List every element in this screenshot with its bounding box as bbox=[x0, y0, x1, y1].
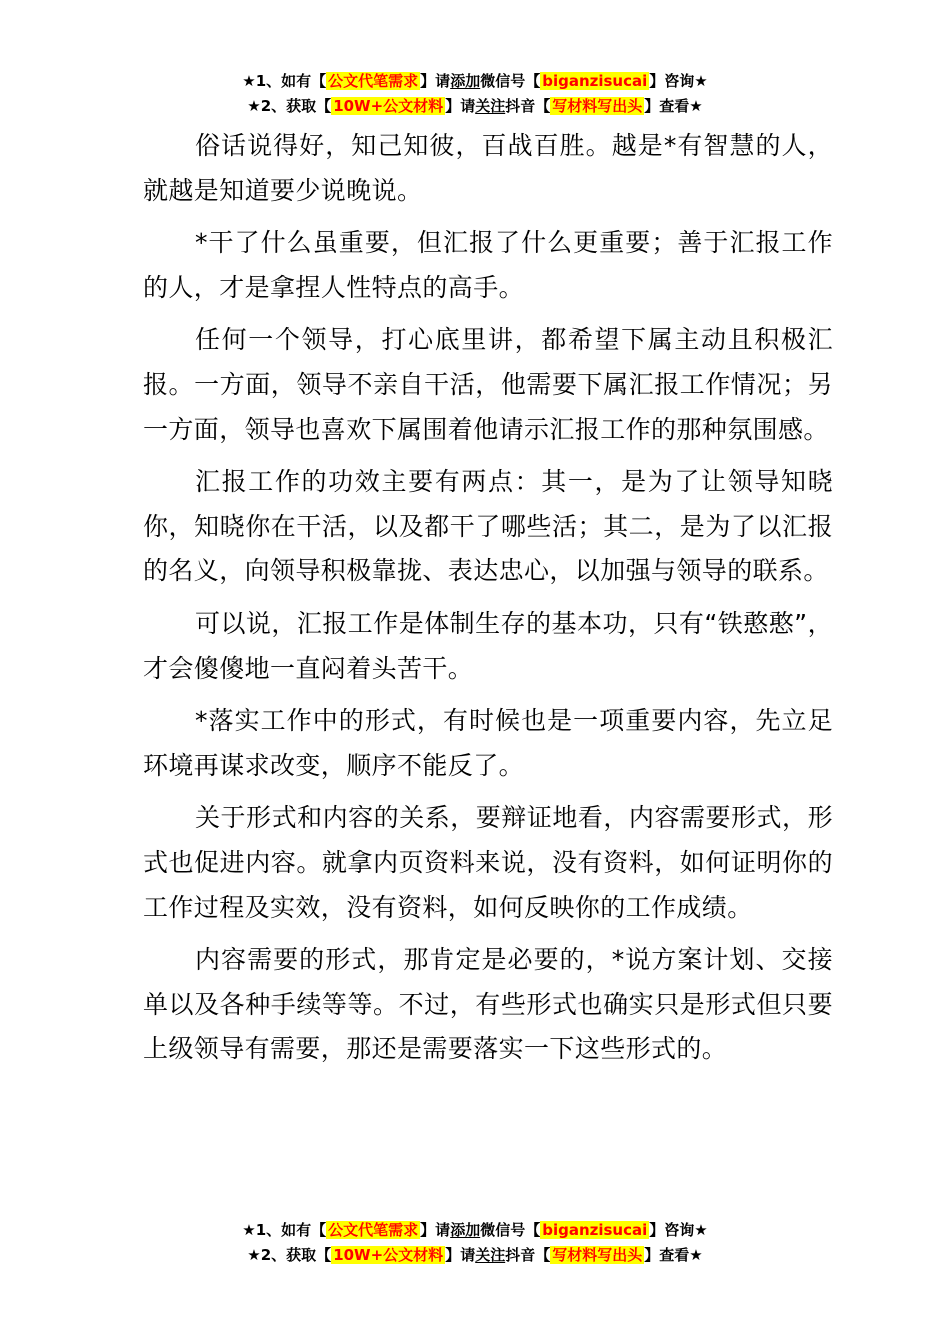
paragraph: 内容需要的形式，那肯定是必要的，*说方案计划、交接单以及各种手续等等。不过，有些形式也确实只是形式但只要上级领导有需要，那还是需要落实一下这些形式的。 bbox=[143, 945, 833, 1064]
footer-banner bbox=[0, 1218, 950, 1268]
banner-line-1: ★1、如有【 公文代笔需求 】请添加微信号【 biganzisucai 】咨询★ bbox=[242, 72, 708, 90]
article-body bbox=[143, 124, 833, 1080]
paragraph: 关于形式和内容的关系，要辩证地看，内容需要形式，形式也促进内容。就拿内页资料来说，没有资料，如何证明你的工作过程及实效，没有资料，如何反映你的工作成绩。 bbox=[143, 803, 833, 922]
banner-line-2: ★2、获取【 10W+公文材料 】请关注抖音【 写材料写出头 】查看★ bbox=[247, 1246, 703, 1264]
highlight-douyin-account: 写材料写出头 bbox=[552, 1246, 643, 1264]
banner-line-2: ★2、获取【 10W+公文材料 】请关注抖音【 写材料写出头 】查看★ bbox=[247, 97, 703, 115]
paragraph: *干了什么虽重要，但汇报了什么更重要；善于汇报工作的人，才是拿捏人性特点的高手。 bbox=[143, 228, 833, 302]
highlight-service: 公文代笔需求 bbox=[328, 72, 419, 90]
paragraph: 任何一个领导，打心底里讲，都希望下属主动且积极汇报。一方面，领导不亲自干活，他需要下属汇报工作情况；另一方面，领导也喜欢下属围着他请示汇报工作的那种氛围感。 bbox=[143, 325, 833, 444]
highlight-materials: 10W+公文材料 bbox=[333, 97, 444, 115]
paragraph: 可以说，汇报工作是体制生存的基本功，只有“铁憨憨”，才会傻傻地一直闷着头苦干。 bbox=[143, 608, 833, 683]
header-banner bbox=[0, 69, 950, 119]
banner-line-1: ★1、如有【 公文代笔需求 】请添加微信号【 biganzisucai 】咨询★ bbox=[242, 1221, 708, 1239]
highlight-wechat-id: biganzisucai bbox=[542, 1221, 648, 1239]
paragraph: 俗话说得好，知己知彼，百战百胜。越是*有智慧的人，就越是知道要少说晚说。 bbox=[143, 131, 833, 205]
highlight-materials: 10W+公文材料 bbox=[333, 1246, 444, 1264]
paragraph: 汇报工作的功效主要有两点：其一，是为了让领导知晓你，知晓你在干活，以及都干了哪些活；其二，是为了以汇报的名义，向领导积极靠拢、表达忠心，以加强与领导的联系。 bbox=[143, 467, 833, 586]
highlight-wechat-id: biganzisucai bbox=[542, 72, 648, 90]
highlight-douyin-account: 写材料写出头 bbox=[552, 97, 643, 115]
highlight-service: 公文代笔需求 bbox=[328, 1221, 419, 1239]
paragraph: *落实工作中的形式，有时候也是一项重要内容，先立足环境再谋求改变，顺序不能反了。 bbox=[143, 706, 833, 780]
